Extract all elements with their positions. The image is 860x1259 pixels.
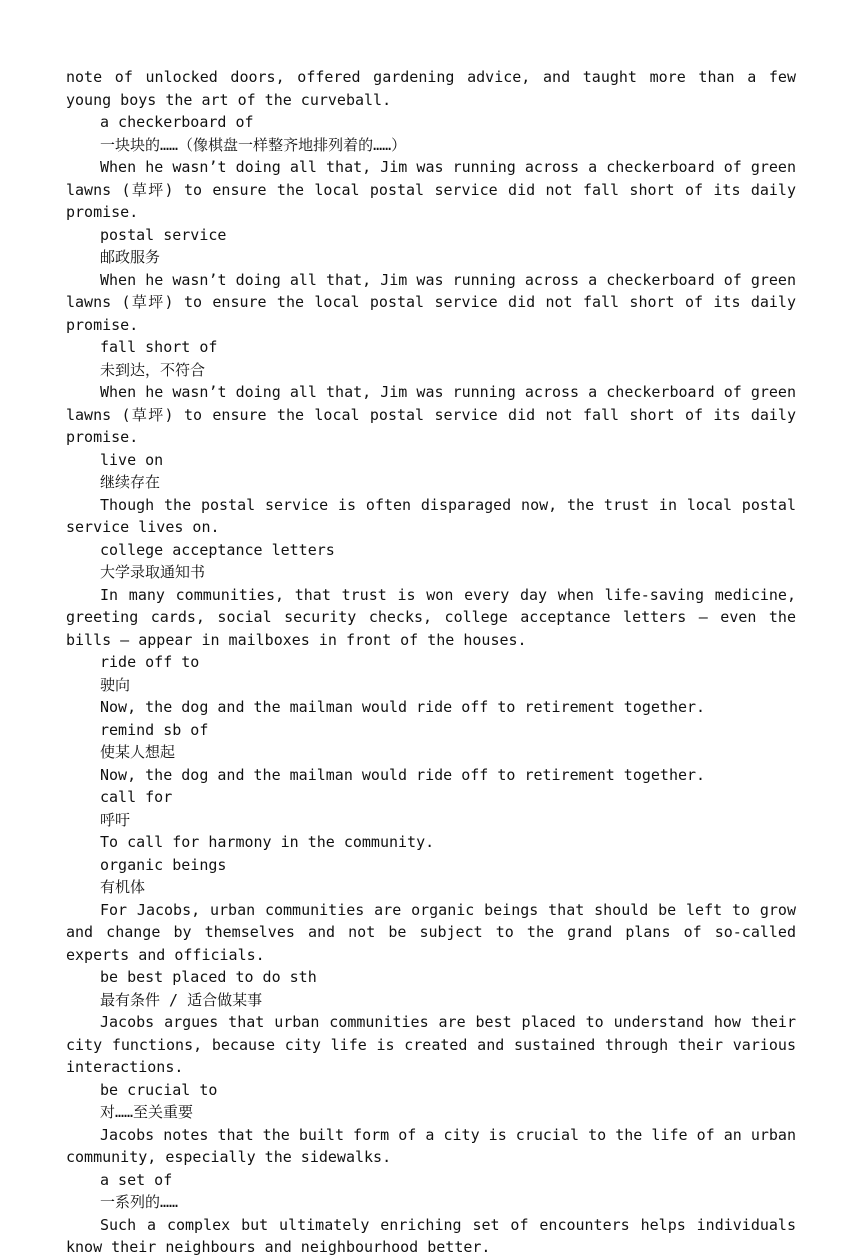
entry-term: a set of: [100, 1170, 173, 1189]
entry: [66, 966, 796, 1079]
entry-term: ride off to: [100, 653, 200, 671]
entry-meaning: 未到达，不符合: [100, 360, 206, 379]
entry-meaning: 继续存在: [100, 473, 161, 491]
intro-paragraph: note of unlocked doors, offered gardening advice, and taught more than a few young boys the art of the curveball.: [66, 68, 796, 109]
entry-list: [66, 111, 796, 1259]
entry-meaning: 驶向: [100, 675, 131, 694]
document-page: [66, 66, 796, 1259]
entry-term: remind sb of: [100, 720, 209, 739]
entry-meaning: 一系列的……: [100, 1193, 179, 1211]
entry-meaning: 对……至关重要: [100, 1103, 194, 1121]
entry-term: fall short of: [100, 338, 218, 356]
entry-term: organic beings: [100, 855, 227, 874]
entry-example: When he wasn’t doing all that, Jim was running across a checkerboard of green lawns (草坪) to ensure the local postal service did not fall short of its daily promise.: [66, 270, 796, 334]
entry-meaning: 呼吁: [100, 810, 131, 829]
entry-term: postal service: [100, 225, 227, 244]
entry-meaning: 最有条件 / 适合做某事: [100, 990, 263, 1009]
entry-meaning: 大学录取通知书: [100, 563, 206, 581]
entry-term: a checkerboard of: [100, 113, 254, 131]
entry-example: Though the postal service is often disparaged now, the trust in local postal service lives on.: [66, 495, 796, 536]
entry: [66, 719, 796, 787]
entry: [66, 224, 796, 337]
entry-example: Now, the dog and the mailman would ride off to retirement together.: [100, 698, 706, 716]
entry: [66, 111, 796, 224]
entry-example: In many communities, that trust is won every day when life-saving medicine, greeting cards, social security checks, college acceptance letters — even the bills — appear in mailboxes in front of the houses.: [66, 585, 796, 649]
entry-term: live on: [100, 450, 164, 469]
entry: [66, 854, 796, 967]
entry-meaning: 一块块的……（像棋盘一样整齐地排列着的……）: [100, 135, 407, 154]
entry: [66, 449, 796, 539]
entry-term: college acceptance letters: [100, 540, 335, 559]
entry-term: be crucial to: [100, 1080, 218, 1099]
entry-meaning: 邮政服务: [100, 248, 161, 266]
entry-meaning: 有机体: [100, 878, 146, 896]
entry-term: call for: [100, 788, 173, 806]
entry: [66, 651, 796, 719]
entry-example: When he wasn’t doing all that, Jim was running across a checkerboard of green lawns (草坪) to ensure the local postal service did not fall short of its daily promise.: [66, 383, 796, 446]
entry-example: Now, the dog and the mailman would ride off to retirement together.: [100, 765, 706, 784]
entry-example: To call for harmony in the community.: [100, 833, 435, 851]
entry-example: When he wasn’t doing all that, Jim was running across a checkerboard of green lawns (草坪) to ensure the local postal service did not fall short of its daily promise.: [66, 158, 796, 221]
entry: [66, 539, 796, 652]
entry-example: Jacobs argues that urban communities are best placed to understand how their city functions, because city life is created and sustained through their various interactions.: [66, 1013, 796, 1076]
entry-term: be best placed to do sth: [100, 968, 317, 986]
entry-example: Jacobs notes that the built form of a city is crucial to the life of an urban community, especially the sidewalks.: [66, 1125, 796, 1166]
entry: [66, 786, 796, 854]
entry: [66, 1169, 796, 1259]
entry-example: For Jacobs, urban communities are organic beings that should be left to grow and change by themselves and not be subject to the grand plans of so-called experts and officials.: [66, 900, 796, 964]
entry-example: Such a complex but ultimately enriching set of encounters helps individuals know their neighbours and neighbourhood better.: [66, 1215, 796, 1256]
entry-meaning: 使某人想起: [100, 743, 176, 761]
entry: [66, 1079, 796, 1169]
entry: [66, 336, 796, 449]
